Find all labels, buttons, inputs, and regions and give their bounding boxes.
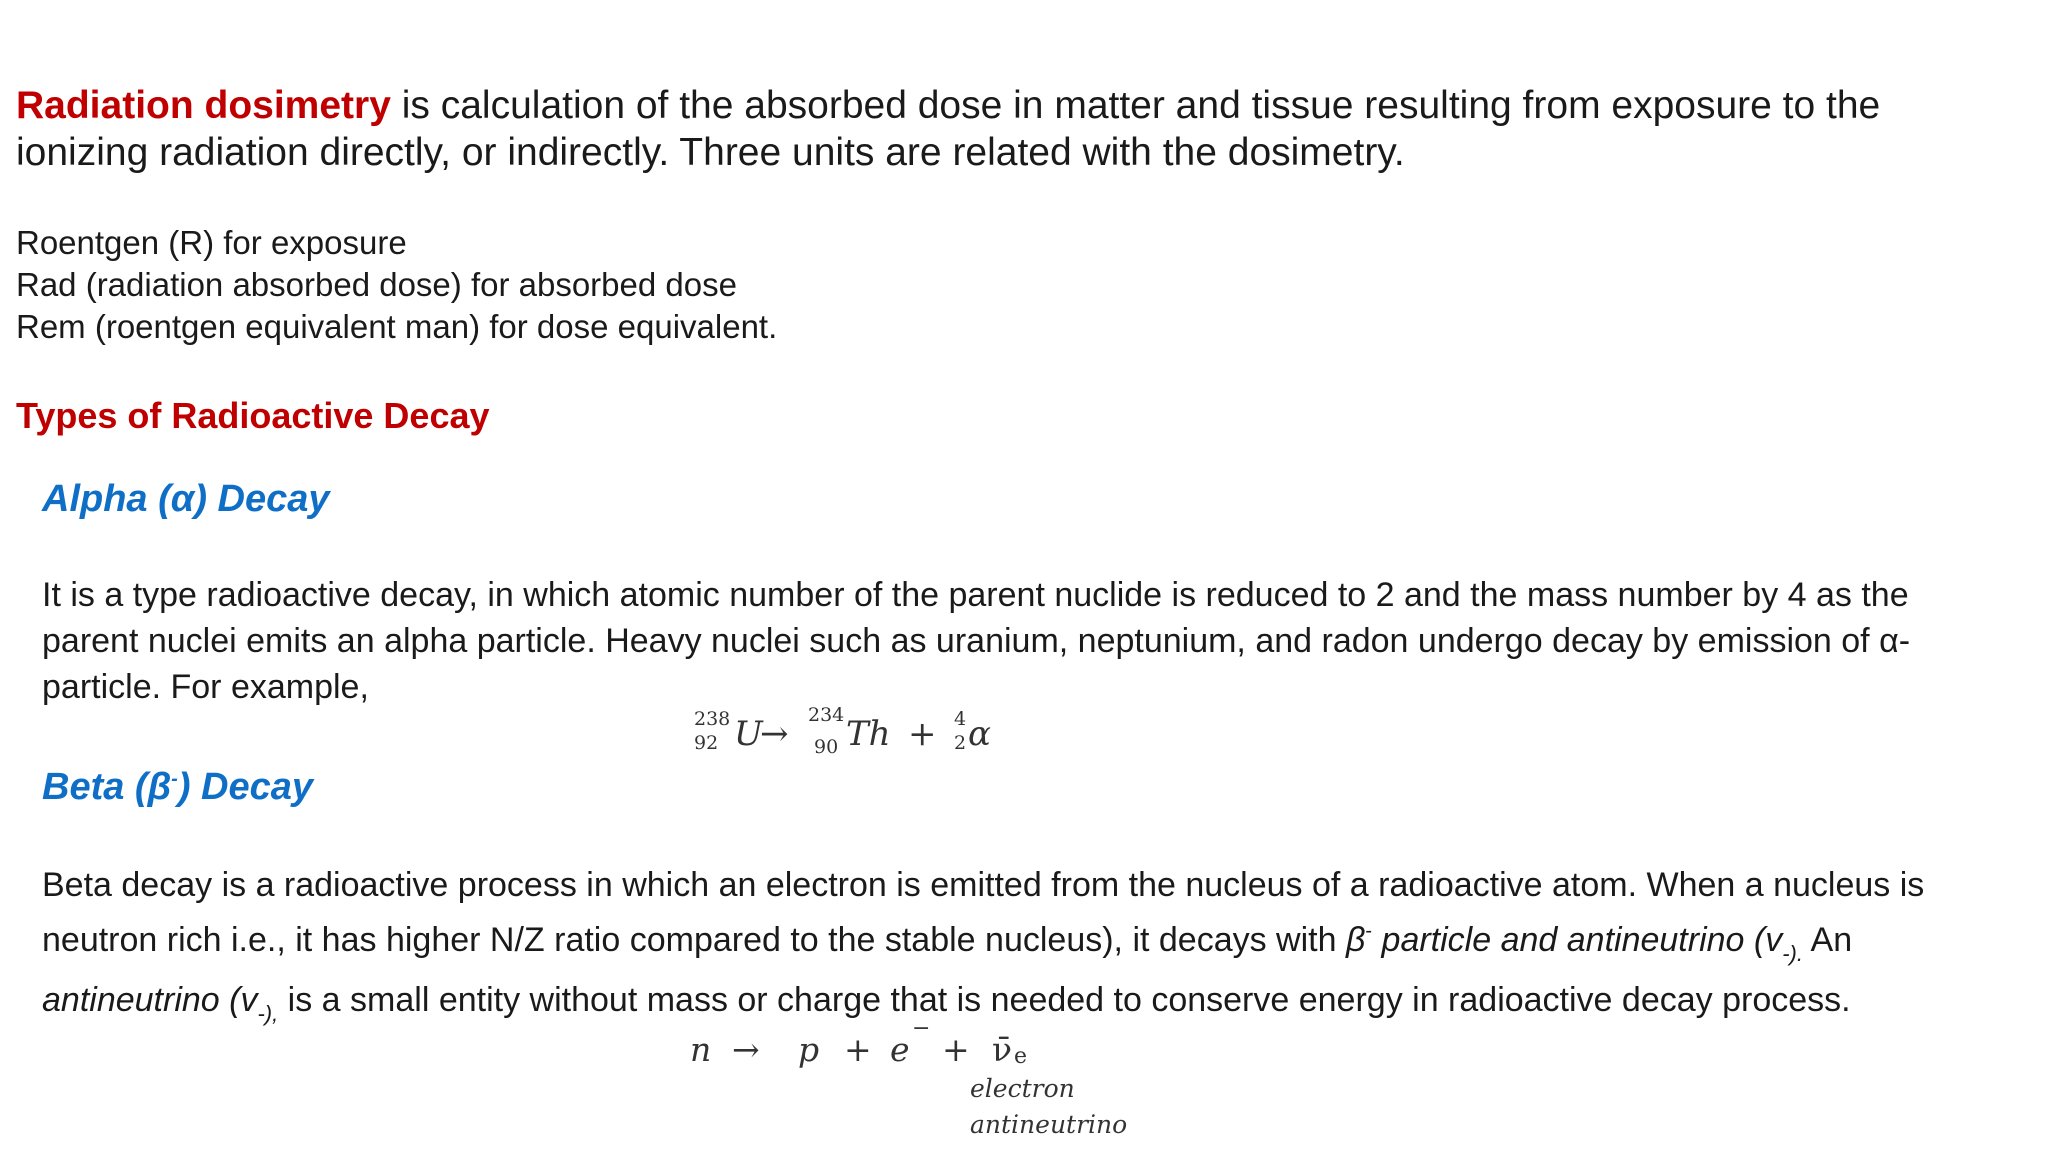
beta-heading-sup: - xyxy=(171,768,178,790)
beta-text-3: is a small entity without mass or charge that is needed to conserve energy in radioactive decay process. xyxy=(278,981,1851,1019)
unit-rem: Rem (roentgen equivalent man) for dose equivalent. xyxy=(16,308,778,345)
beta-heading-end: ) Decay xyxy=(177,766,314,808)
u-atomic-number: 92 xyxy=(694,732,719,754)
th-atomic-number: 90 xyxy=(814,736,839,758)
u-symbol: U xyxy=(734,714,763,754)
types-heading: Types of Radioactive Decay xyxy=(16,395,490,436)
antineutrino-label: antineutrino xyxy=(970,1110,1128,1139)
antineutrino-term: antineutrino (v xyxy=(42,981,258,1019)
beta-particle-text: particle and antineutrino (v xyxy=(1372,921,1783,959)
th-symbol: Th xyxy=(846,714,891,754)
plus-sign-2: + xyxy=(942,1030,970,1069)
beta-paragraph xyxy=(42,862,2012,1037)
unit-rad: Rad (radiation absorbed dose) for absorbed dose xyxy=(16,266,737,303)
antineutrino-sub-2: -), xyxy=(257,1001,279,1026)
alpha-symbol: α xyxy=(968,714,991,754)
alpha-mass-number: 4 xyxy=(954,708,967,730)
alpha-heading: Alpha (α) Decay xyxy=(42,478,330,520)
intro-term: Radiation dosimetry xyxy=(16,84,391,127)
electron-label: electron xyxy=(970,1074,1075,1103)
beta-heading-main: Beta (β xyxy=(42,766,172,808)
beta-symbol-sup: - xyxy=(1365,920,1373,942)
beta-text-2: An xyxy=(1802,921,1853,959)
beta-text-1: Beta decay is a radioactive process in which an electron is emitted from the nucleus of a radioactive atom. When a nucleus is neutron rich i.e., it has higher N/Z ratio compared to the stable nucleus), it decays with xyxy=(42,866,1925,959)
intro-text: is calculation of the absorbed dose in matter and tissue resulting from exposure to the ionizing radiation directly, or indirectly. Three units are related with the dosimetry. xyxy=(16,84,1881,174)
beta-equation xyxy=(680,1016,1140,1152)
plus-sign-1: + xyxy=(844,1030,872,1069)
proton-symbol: p xyxy=(798,1030,820,1069)
antineutrino-symbol: ν̄ xyxy=(992,1030,1013,1069)
electron-symbol: e xyxy=(890,1030,910,1069)
decay-arrow: → xyxy=(760,714,789,754)
th-mass-number: 234 xyxy=(808,704,845,726)
neutron-symbol: n xyxy=(690,1030,712,1069)
u-mass-number: 238 xyxy=(694,708,731,730)
plus-sign: + xyxy=(908,714,937,754)
beta-symbol: β xyxy=(1345,921,1366,959)
electron-charge: − xyxy=(912,1016,931,1041)
beta-arrow: → xyxy=(732,1030,760,1069)
unit-roentgen: Roentgen (R) for exposure xyxy=(16,224,407,261)
alpha-paragraph: It is a type radioactive decay, in which atomic number of the parent nuclide is reduced to 2 and the mass number by 4 as the parent nuclei emits an alpha particle. Heavy nuclei such as uranium, neptunium, and radon undergo decay by emission of α-particle. For example, xyxy=(42,576,1911,706)
units-list xyxy=(16,222,777,348)
beta-heading xyxy=(42,766,313,809)
intro-paragraph xyxy=(16,82,2016,176)
alpha-equation xyxy=(690,706,1010,766)
antineutrino-sub-1: -). xyxy=(1782,941,1803,966)
antineutrino-subscript: e xyxy=(1014,1044,1028,1069)
alpha-atomic-number: 2 xyxy=(954,732,967,754)
